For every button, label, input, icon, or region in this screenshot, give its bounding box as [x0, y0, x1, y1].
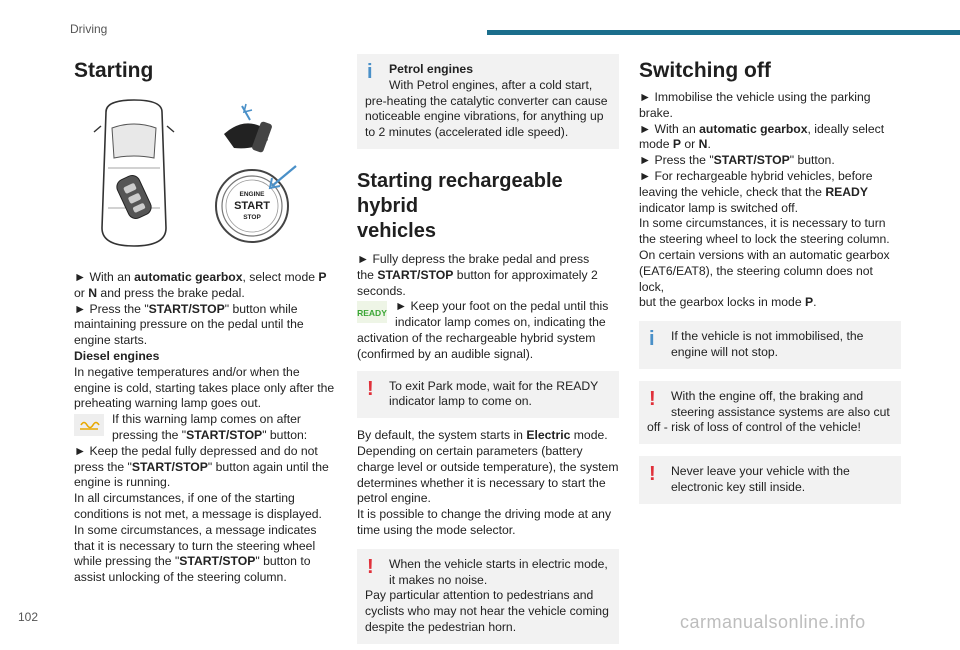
page-number: 102 — [18, 610, 39, 624]
car-key-illustration — [74, 98, 346, 250]
engine-start-stop-button-icon — [216, 166, 296, 242]
info-icon: i — [649, 328, 655, 351]
header-bar — [487, 30, 960, 35]
svg-text:START: START — [234, 200, 270, 212]
note-park-mode: ! To exit Park mode, wait for the READY indicator lamp to come on. — [357, 371, 619, 419]
svg-text:ENGINE: ENGINE — [239, 191, 265, 198]
title-switching-off: Switching off — [639, 59, 771, 82]
section-label: Driving — [70, 22, 108, 36]
info-icon: i — [367, 61, 373, 83]
preheating-warning-lamp-icon — [74, 414, 104, 436]
starting-illustration — [74, 98, 346, 250]
foot-brake-pedal-icon — [224, 104, 273, 153]
warning-icon: ! — [649, 463, 656, 486]
note-petrol-engines: i Petrol engines With Petrol engines, after a cold start, pre-heating the catalytic converter can cause noticeable engine vibrations, for anything up to 2 minutes (accelerated idle speed). — [357, 54, 619, 149]
warning-icon: ! — [367, 377, 374, 400]
warning-icon: ! — [649, 387, 656, 410]
watermark: carmanualsonline.info — [680, 612, 866, 632]
column-switching-off: Switching off ► Immobilise the vehicle using the parking brake. ► With an automatic gearbox, ideally select mode P or N. ► Press the "START/STOP" button. ► For rechargeable hybrid vehicles, before leaving the vehicle, check that the READY indicator lamp is switched off. In some circumstances, it is necessary to turn the steering wheel to lock the steering column. On certain versions with an automatic gearbox (EAT6/EAT8), the steering column does not lock, but the gearbox locks in mode P. i If the vehicle is not immobilised, the engine will not stop. ! With the engine off, the braking and steering assistance systems are also cut off - risk of loss of control of the vehicle! ! Never leave your vehicle with the electronic key still inside. — [639, 54, 901, 510]
note-key-inside: ! Never leave your vehicle with the electronic key still inside. — [639, 456, 901, 504]
warning-icon: ! — [367, 555, 374, 578]
note-not-immobilised: i If the vehicle is not immobilised, the engine will not stop. — [639, 321, 901, 369]
ready-indicator-icon — [357, 301, 387, 323]
subheading-diesel: Diesel engines — [74, 348, 160, 363]
title-hybrid: Starting rechargeable hybrid vehicles — [357, 169, 563, 242]
column-starting: Starting ENGINE START STOP ► With an automatic gearbox, select mode P or N and press the brake pedal. ► Press the "START/STOP" button while maintaining pressure on the pedal until the engine starts. Diesel engines In negative temperatures and/or when the engine is cold, starting takes place only after the preheating warning lamp goes out. If this warning lamp comes on after pressing the "START/STOP" button: ► Keep the pedal fully depressed and do not press the "START/STOP" button again until the engine is running. In all circumstances, if one of the starting conditions is not met, a message is displayed. In some circumstances, a message indicates that it is necessary to turn the steering wheel while pressing the "START/STOP" button to assist unlocking of the steering column. — [74, 54, 346, 586]
title-starting: Starting — [74, 59, 154, 82]
car-top-view-icon — [94, 100, 174, 246]
column-hybrid: i Petrol engines With Petrol engines, after a cold start, pre-heating the catalytic converter can cause noticeable engine vibrations, for anything up to 2 minutes (accelerated idle speed). Starting rechargeable hybrid vehicles ► Fully depress the brake pedal and press the START/STOP button for approximately 2 seconds. READY ► Keep your foot on the pedal until this indicator lamp comes on, indicating the activation of the rechargeable hybrid system (confirmed by an audible signal). ! To exit Park mode, wait for the READY indicator lamp to come on. By default, the system starts in Electric mode. Depending on certain parameters (battery charge level or outside temperature), the system determines whether it is necessary to start the petrol engine. It is possible to change the driving mode at any time using the mode selector. ! When the vehicle starts in electric mode, it makes no noise. Pay particular attention to pedestrians and cyclists who may not hear the vehicle coming despite the pedestrian horn. — [357, 54, 619, 650]
svg-text:STOP: STOP — [243, 214, 261, 221]
svg-text:READY: READY — [357, 308, 387, 319]
note-engine-off-assist: ! With the engine off, the braking and steering assistance systems are also cut off - risk of loss of control of the vehicle! — [639, 381, 901, 444]
note-electric-mode-silent: ! When the vehicle starts in electric mode, it makes no noise. Pay particular attention to pedestrians and cyclists who may not hear the vehicle coming despite the pedestrian horn. — [357, 549, 619, 644]
